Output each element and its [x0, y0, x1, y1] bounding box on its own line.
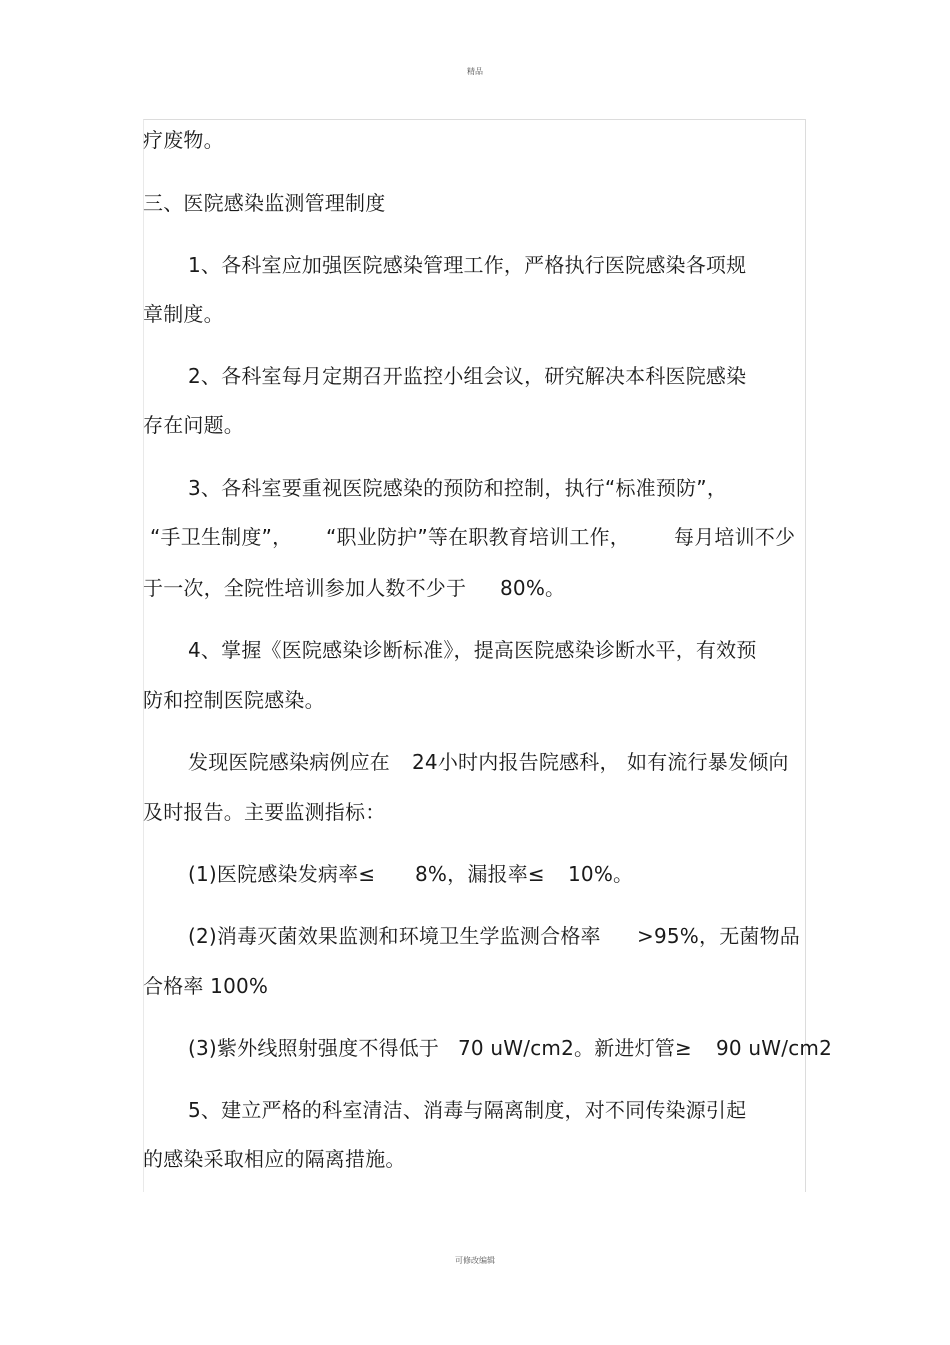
text-line: 3、各科室要重视医院感染的预防和控制，执行“标准预防”， [188, 476, 728, 500]
text-line-segment: (2)消毒灭菌效果监测和环境卫生学监测合格率 [188, 924, 601, 948]
text-line-segment: 70 uW/cm2。新进灯管≥ [458, 1036, 692, 1060]
text-line: 1、各科室应加强医院感染管理工作，严格执行医院感染各项规 [188, 253, 747, 277]
page-header-mark: 精品 [467, 67, 483, 76]
text-line-segment: “职业防护”等在职教育培训工作， [326, 525, 630, 549]
text-line-segment: 每月培训不少 [674, 525, 796, 549]
text-line-segment: “手卫生制度”， [150, 525, 293, 549]
text-line-segment: 10%。 [568, 862, 634, 886]
text-line-segment: (1)医院感染发病率≤ [188, 862, 376, 886]
text-line: 存在问题。 [143, 413, 244, 437]
text-line-segment: >95%，无菌物品 [637, 924, 801, 948]
text-line-segment: (3)紫外线照射强度不得低于 [188, 1036, 440, 1060]
text-line: 4、掌握《医院感染诊断标准》，提高医院感染诊断水平，有效预 [188, 638, 757, 662]
text-line: 防和控制医院感染。 [143, 688, 325, 712]
section-heading: 三、医院感染监测管理制度 [143, 191, 386, 215]
text-line: 5、建立严格的科室清洁、消毒与隔离制度，对不同传染源引起 [188, 1098, 747, 1122]
page-footer-mark: 可修改编辑 [455, 1256, 495, 1265]
text-line: 及时报告。主要监测指标： [143, 800, 386, 824]
text-line-segment: 80%。 [500, 576, 566, 600]
text-line-segment: 于一次，全院性培训参加人数不少于 [143, 576, 467, 600]
text-line-segment: 如有流行暴发倾向 [627, 750, 789, 774]
text-line-segment: 发现医院感染病例应在 [188, 750, 390, 774]
text-line: 的感染采取相应的隔离措施。 [143, 1147, 406, 1171]
text-line: 疗废物。 [143, 128, 224, 152]
text-line: 合格率 100% [143, 974, 269, 998]
text-line-segment: 90 uW/cm2 [716, 1036, 832, 1060]
text-line-segment: 8%，漏报率≤ [415, 862, 545, 886]
text-line: 章制度。 [143, 302, 224, 326]
text-line-segment: 24小时内报告院感科， [412, 750, 620, 774]
text-line: 2、各科室每月定期召开监控小组会议，研究解决本科医院感染 [188, 364, 747, 388]
